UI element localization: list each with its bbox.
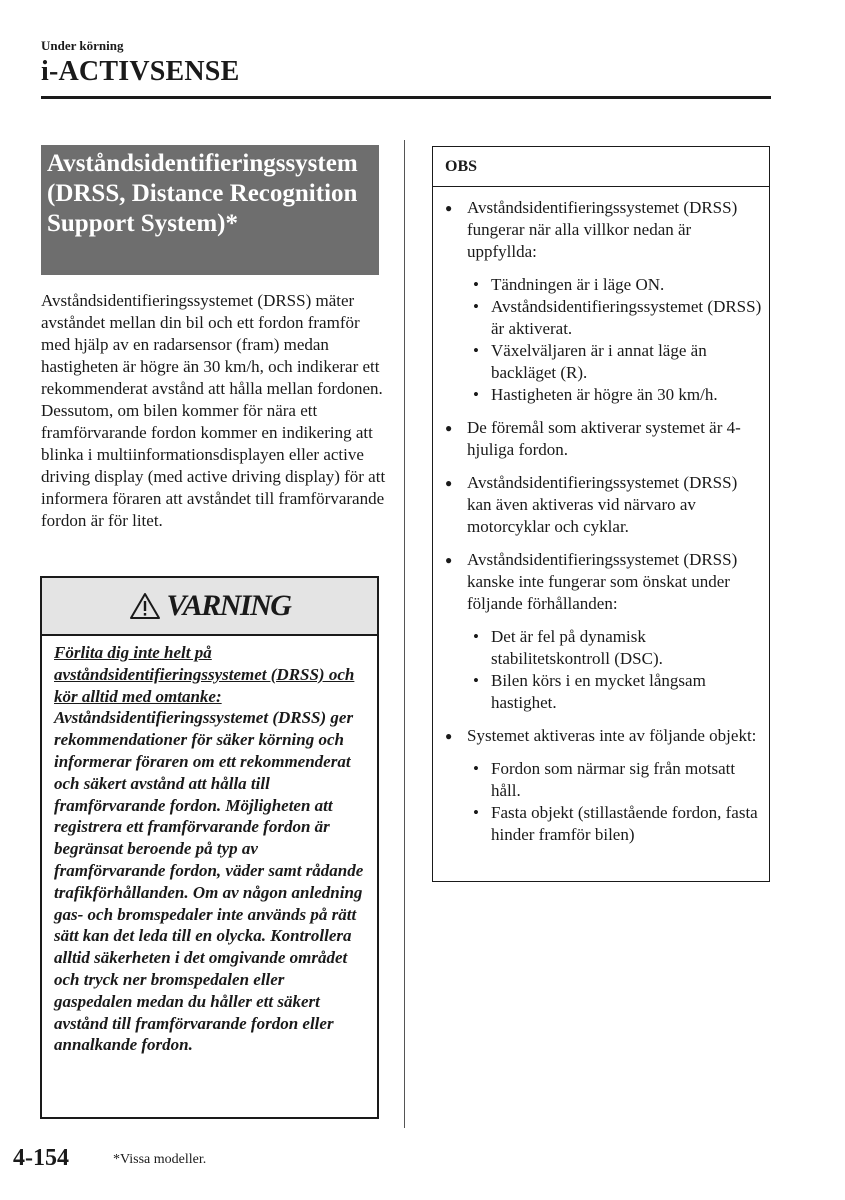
note-item-text: Avståndsidentifieringssystemet (DRSS) kanske inte fungerar som önskat under följande förhållanden:: [467, 550, 738, 613]
note-item-text: Systemet aktiveras inte av följande objekt:: [467, 726, 757, 745]
column-divider: [404, 140, 405, 1128]
warning-header: [42, 578, 377, 636]
warning-lead: Förlita dig inte helt på avståndsidentifieringssystemet (DRSS) och kör alltid med omtanke:: [54, 643, 355, 706]
note-sub-item: • Växelväljaren är i annat läge än backläget (R).: [469, 340, 763, 384]
note-box: [432, 146, 770, 882]
note-item-text: De föremål som aktiverar systemet är 4-hjuliga fordon.: [467, 418, 741, 459]
warning-triangle-icon: [129, 592, 161, 620]
note-item-text: Avståndsidentifieringssystemet (DRSS) fungerar när alla villkor nedan är uppfyllda:: [467, 198, 738, 261]
warning-box: [40, 576, 379, 1119]
note-title: OBS: [433, 147, 769, 187]
note-sub-list: [467, 758, 763, 846]
note-sub-item: • Fordon som närmar sig från motsatt håll.: [469, 758, 763, 802]
page-number: 4-154: [13, 1145, 69, 1171]
section-label: Under körning: [41, 38, 124, 53]
note-sub-item: • Tändningen är i läge ON.: [469, 274, 763, 296]
note-item-text: Avståndsidentifieringssystemet (DRSS) kan även aktiveras vid närvaro av motorcyklar och cyklar.: [467, 473, 738, 536]
note-item: [445, 472, 763, 538]
note-item: [445, 197, 763, 406]
intro-paragraph: Avståndsidentifieringssystemet (DRSS) mäter avståndet mellan din bil och ett fordon framför med hjälp av en radarsensor (fram) medan hastigheten är högre än 30 km/h, och indikerar ett rekommenderat avstånd att hålla mellan fordonen. Dessutom, om bilen kommer för nära ett framförvarande fordon kommer en indikering att blinka i multiinformationsdisplayen eller active driving display (med active driving display) för att informera föraren att avståndet till framförvarande fordon är för litet.: [41, 291, 386, 530]
note-item: [445, 725, 763, 846]
note-list: [433, 187, 769, 846]
footnote: *Vissa modeller.: [113, 1152, 207, 1167]
section-heading: Avståndsidentifieringssystem (DRSS, Distance Recognition Support System)*: [41, 145, 379, 275]
note-item: [445, 417, 763, 461]
note-sub-item: • Det är fel på dynamisk stabilitetskontroll (DSC).: [469, 626, 763, 670]
note-sub-item: • Fasta objekt (stillastående fordon, fasta hinder framför bilen): [469, 802, 763, 846]
warning-body: [42, 636, 377, 1056]
header-rule: [41, 96, 771, 99]
note-item: [445, 549, 763, 714]
note-sub-item: • Avståndsidentifieringssystemet (DRSS) är aktiverat.: [469, 296, 763, 340]
warning-title: VARNING: [166, 589, 291, 622]
warning-text: Avståndsidentifieringssystemet (DRSS) ger rekommendationer för säker körning och informerar föraren om ett rekommenderat och säkert avstånd att hålla till framförvarande fordon. Möjligheten att registrera ett framförvarande fordon är begränsat beroende på typ av framförvarande fordon, väder samt rådande trafikförhållanden. Om av någon anledning gas- och bromspedaler inte används på rätt sätt kan det leda till en olycka. Kontrollera alltid säkerheten i det omgivande området och tryck ner bromspedalen eller gaspedalen medan du håller ett säkert avstånd till framförvarande fordon eller annalkande fordon.: [54, 708, 364, 1055]
note-sub-item: • Bilen körs i en mycket långsam hastighet.: [469, 670, 763, 714]
chapter-title: i-ACTIVSENSE: [41, 56, 240, 87]
note-sub-item: • Hastigheten är högre än 30 km/h.: [469, 384, 763, 406]
note-sub-list: [467, 274, 763, 406]
note-sub-list: [467, 626, 763, 714]
